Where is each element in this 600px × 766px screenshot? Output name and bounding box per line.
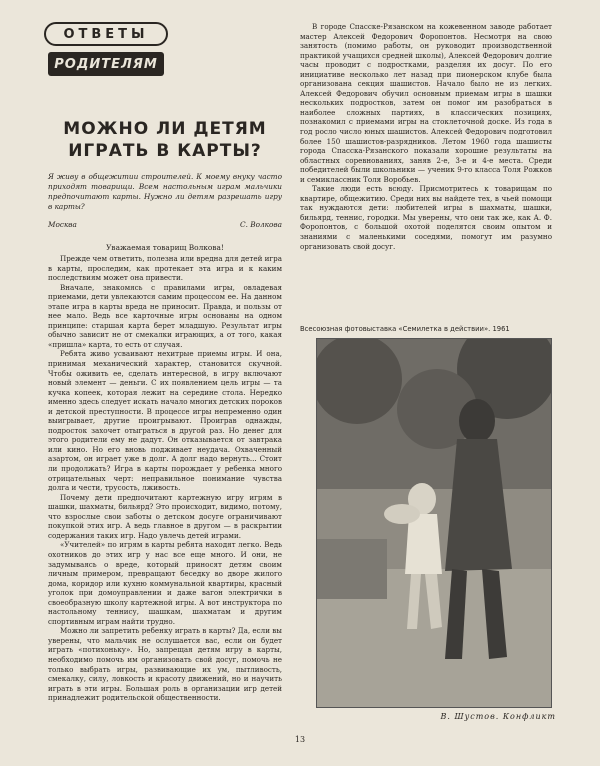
page-number: 13 xyxy=(294,735,306,744)
article-column-right xyxy=(300,22,552,322)
letter-city: Москва xyxy=(48,220,77,229)
photo-illustration xyxy=(317,339,552,708)
paragraph: Такие люди есть всюду. Присмотритесь к товарищам по квартире, общежитию. Среди них вы найдете тех, в чьей помощи так нуждаются дети: любителей игры в шахматы, шашки, бильярд, теннис, городки. Мы уверены, что они так же, как А. Ф. Форопонтов, с большой охотой поделятся своим опытом и знаниями с маленькими соседями, помогут им разумно организовать свой досуг. xyxy=(300,184,552,251)
photo-credit: В. Шустов. Конфликт xyxy=(440,712,556,721)
paragraph: Почему дети предпочитают картежную игру игрям в шашки, шахматы, бильярд? Это происходит, видимо, потому, что взрослые свои заботы о детском досуге ограничивают покупкой этих игр. А ведь главное в другом — в раскрытии содержания таких игр. Надо увлечь детей играми. xyxy=(48,492,282,540)
paragraph: Прежде чем ответить, полезна или вредна для детей игра в карты, проследим, как протекает эта игра и к каким последствиям может она привести. xyxy=(48,254,282,283)
reader-letter: Я живу в общежитии строителей. К моему внуку часто приходят товарищи. Всем настольным играм мальчики предпочитают карты. Нужно ли детям разрешать игру в карты? xyxy=(48,172,282,211)
article-title: МОЖНО ЛИ ДЕТЯМ ИГРАТЬ В КАРТЫ? xyxy=(63,119,267,161)
photograph xyxy=(316,338,552,708)
reply-greeting: Уважаемая товарищ Волкова! xyxy=(106,243,224,252)
paragraph: Ребята живо усваивают нехитрые приемы игры. И она, принимая механический характер, становится скучной. Чтобы оживить ее, сделать интересной, в игру включают новый элемент — деньги. С их появлением цель игры — та кучка копеек, которая лежит на середине стола. Нередко именно здесь следует искать начало многих детских пороков и детской преступности. В процессе игры непременно один выигрывает, другие проигрывают. Проиграв однажды, подросток захочет отыграться в другой раз. Но денег для этого родители ему не дадут. Он отказывается от завтрака или кино. Но его вновь подживает неудача. Охваченный азартом, он играет уже в долг. А долг надо вернуть... Стоит ли продолжать? Игра в карты порождает у ребенка много отрицательных черт: неправильное понимание чувства долга и чести, трусость, лживость. xyxy=(48,349,282,493)
article-column-left xyxy=(48,254,282,724)
photo-exhibition-caption: Всесоюзная фотовыставка «Семилетка в действии». 1961 xyxy=(300,325,510,333)
paragraph: Вначале, знакомясь с правилами игры, овладевая приемами, дети увлекаются самим процессом ее. На данном этапе игра в карты вреда не приносит. Правда, и пользы от нее мало. Ведь все карточные игры основаны на одном принципе: старшая карта берет младшую. Результат игры обычно зависит не от смекалки играющих, а от того, какая «пришла» карта, то есть от случая. xyxy=(48,282,282,349)
paragraph: «Учителей» по игрям в карты ребята находят легко. Ведь охотников до этих игр у нас все еще много. И они, не задумываясь о вреде, который приносят детям своим личным примером, превращают беседку во дворе жилого дома, коридор или кухню коммунальной квартиры, красный уголок при домоуправлении и даже вагон электрички в своеобразную школу картежной игры. А вот инструктора по настольному теннису, шашкам, шахматам и другим спортивным играм найти трудно. xyxy=(48,540,282,626)
section-badge xyxy=(44,22,168,78)
paragraph: В городе Спасске-Рязанском на кожевенном заводе работает мастер Алексей Федорович Форопонтов. Несмотря на свою занятость (помимо работы, он руководит производственной практикой учащихся средней школы), Алексей Федорович долгие часы проводит с подростками, разделяя их досуг. По его инициативе несколько лет назад при пионерском клубе была организована секция шашистов. Начало было не из легких. Алексей Федорович обучил основным приемам игры в шашки нескольких подростков, затем он помог им разобраться в наиболее сложных партиях, в классических позициях, познакомил с приемами игры на стоклеточной доске. Из года в год росло число юных шашистов. Алексей Федорович подготовил более 150 шашистов-разрядников. Летом 1960 года шашисты города Спасска-Рязанского показали хорошие результаты на областных соревнованиях, заняв 2-е, 3-е и 4-е места. Среди победителей были школьники — ученик 9-го класса Толя Рожков и семиклассник Толя Воробьев. xyxy=(300,22,552,184)
letter-author: С. Волкова xyxy=(240,220,282,229)
paragraph: Можно ли запретить ребенку играть в карты? Да, если вы уверены, что мальчик не ослушается вас, если он будет играть «потихоньку». Но, запрещая детям игру в карты, необходимо помочь им организовать свой досуг, помочь не только выбрать игры, развивающие их ум, пытливость, смекалку, силу, ловкость и красоту движений, но и научить играть в эти игры. Большая роль в организации игр детей принадлежит родительской общественности. xyxy=(48,626,282,703)
badge-top: ОТВЕТЫ xyxy=(44,22,168,46)
letter-signature xyxy=(48,220,282,229)
badge-bottom: РОДИТЕЛЯМ xyxy=(48,52,164,76)
